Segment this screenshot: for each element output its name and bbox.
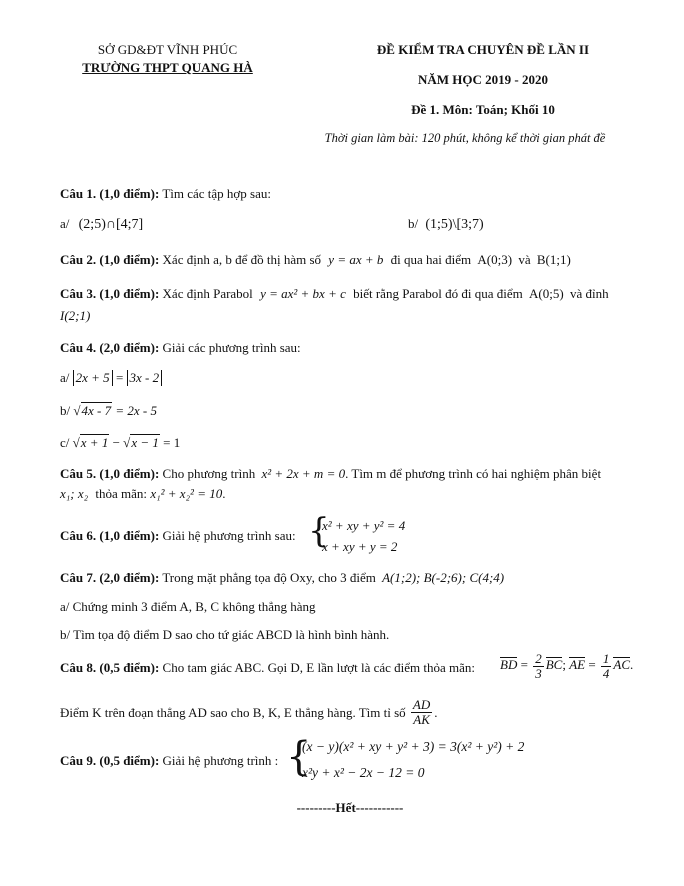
square-root: √4x - 7	[73, 403, 112, 418]
question-text: và đỉnh	[569, 286, 609, 301]
system-equation-2: x + xy + y = 2	[322, 539, 398, 554]
vector: AE	[569, 657, 586, 673]
numerator: 1	[602, 651, 610, 666]
dept-name: SỞ GD&ĐT VĨNH PHÚC	[97, 42, 238, 57]
point-b: B(1;1)	[536, 252, 571, 267]
parabola-equation: y = ax² + bx + c	[260, 286, 346, 301]
equation-rhs: = 2x - 5	[115, 403, 157, 418]
item-prefix: c/	[60, 435, 70, 450]
root-condition: x₁² + x₂² = 10	[150, 486, 223, 501]
school-name-text: TRƯỜNG THPT QUANG HÀ	[82, 60, 253, 75]
punctuation: .	[222, 486, 226, 501]
question-4b	[60, 403, 157, 419]
question-2	[60, 252, 571, 268]
fraction	[601, 652, 612, 680]
question-text: thỏa mãn:	[95, 486, 148, 501]
question-4c	[60, 435, 180, 451]
subject-line: Đề 1. Môn: Toán; Khối 10	[411, 102, 555, 117]
vector: AC	[613, 657, 631, 673]
vertex-point: I(2;1)	[60, 308, 91, 323]
question-text: Tìm các tập hợp sau:	[162, 186, 271, 201]
function-equation: y = ax + b	[328, 252, 384, 267]
question-4a: a/ 2x + 5 = 3x - 2	[60, 370, 162, 386]
question-label: Câu 6. (1,0 điểm):	[60, 528, 160, 543]
absolute-value: 3x - 2	[127, 370, 163, 386]
question-text: và	[518, 252, 531, 267]
question-text: Cho phương trình	[162, 466, 256, 481]
radicand: x − 1	[131, 435, 159, 450]
question-5-cont	[60, 486, 225, 502]
system-equation-2: x²y + x² − 2x − 12 = 0	[302, 765, 425, 780]
set-expression: (2;5)∩[4;7]	[78, 217, 144, 232]
question-label: Câu 9. (0,5 điểm):	[60, 753, 160, 768]
question-label: Câu 3. (1,0 điểm):	[60, 286, 160, 301]
question-8-cont: Điểm K trên đoạn thẳng AD sao cho B, K, E thẳng hàng. Tìm tỉ số $\frac{AD}{AK}$ .	[60, 697, 438, 727]
question-text: Cho tam giác ABC. Gọi D, E lần lượt là các điểm thỏa mãn:	[162, 660, 476, 675]
question-text: Giải hệ phương trình :	[162, 753, 279, 768]
square-root: √x − 1	[123, 435, 159, 450]
question-text: Xác định a, b để đồ thị hàm số	[162, 252, 322, 267]
question-text: . Tìm m để phương trình có hai nghiệm phân biệt	[345, 466, 602, 481]
denominator: 3	[535, 665, 542, 681]
system-equation-1: (x − y)(x² + xy + y² + 3) = 3(x² + y²) + 2	[302, 739, 525, 754]
radicand: 4x - 7	[81, 403, 112, 418]
question-label: Câu 2. (1,0 điểm):	[60, 252, 160, 267]
absolute-value: 2x + 5	[73, 370, 113, 386]
numerator: AD	[412, 697, 431, 712]
question-text: biết rằng Parabol đó đi qua điểm	[353, 286, 523, 301]
points: A(1;2); B(-2;6); C(4;4)	[382, 570, 505, 585]
operator: −	[112, 435, 120, 450]
question-text: Giải các phương trình sau:	[162, 340, 301, 355]
question-label: Câu 8. (0,5 điểm):	[60, 660, 160, 675]
end-marker: ---------Hết-----------	[296, 800, 404, 815]
square-root: √x + 1	[72, 435, 109, 450]
question-label: Câu 1. (1,0 điểm):	[60, 186, 160, 201]
system-brace: {	[286, 734, 312, 780]
question-1	[60, 186, 271, 202]
fraction	[533, 652, 544, 680]
system-brace: {	[308, 511, 330, 551]
equation-rhs: = 1	[163, 435, 181, 450]
question-1a	[60, 216, 143, 233]
question-9	[60, 753, 278, 769]
question-7b: b/ Tìm tọa độ điểm D sao cho tứ giác ABCD là hình bình hành.	[60, 627, 390, 642]
question-3	[60, 286, 609, 302]
school-year: NĂM HỌC 2019 - 2020	[418, 72, 548, 87]
ratio-fraction	[411, 698, 432, 726]
question-text: Xác định Parabol	[162, 286, 253, 301]
denominator: AK	[413, 711, 430, 727]
question-8	[60, 660, 475, 676]
numerator: 2	[535, 651, 542, 666]
item-prefix: a/	[60, 370, 70, 385]
point-a: A(0;3)	[477, 252, 513, 267]
vector: BC	[545, 657, 563, 673]
point-a: A(0;5)	[529, 286, 564, 301]
question-label: Câu 4. (2,0 điểm):	[60, 340, 160, 355]
denominator: 4	[602, 665, 610, 681]
question-label: Câu 7. (2,0 điểm):	[60, 570, 160, 585]
question-7	[60, 570, 504, 586]
question-5	[60, 466, 601, 482]
question-text: đi qua hai điểm	[390, 252, 472, 267]
question-1b	[408, 216, 484, 233]
question-7a: a/ Chứng minh 3 điểm A, B, C không thẳng hàng	[60, 599, 316, 614]
set-expression: (1;5)\[3;7)	[425, 217, 484, 232]
question-label: Câu 5. (1,0 điểm):	[60, 466, 160, 481]
time-note: Thời gian làm bài: 120 phút, không kể thời gian phát đề	[324, 131, 606, 145]
question-4	[60, 340, 301, 356]
item-prefix: b/	[60, 403, 71, 418]
vector: BD	[500, 657, 518, 673]
system-equation-1: x² + xy + y² = 4	[322, 518, 406, 533]
question-text: Trong mặt phẳng tọa độ Oxy, cho 3 điểm	[162, 570, 376, 585]
item-prefix: a/	[60, 216, 70, 231]
question-text: Giải hệ phương trình sau:	[162, 528, 296, 543]
school-name	[60, 60, 275, 76]
radicand: x + 1	[80, 435, 109, 450]
quadratic-equation: x² + 2x + m = 0	[261, 466, 346, 481]
vector-relations: BD = $\frac{2}{3}$ BC; AE = $\frac{1}{4}$ AC.	[500, 651, 634, 681]
exam-title: ĐỀ KIỂM TRA CHUYÊN ĐỀ LẦN II	[376, 42, 590, 57]
question-6	[60, 528, 296, 544]
roots: x₁; x₂	[60, 486, 89, 501]
question-text: Điểm K trên đoạn thẳng AD sao cho B, K, E thẳng hàng. Tìm tỉ số	[60, 705, 406, 721]
item-prefix: b/	[408, 216, 419, 231]
